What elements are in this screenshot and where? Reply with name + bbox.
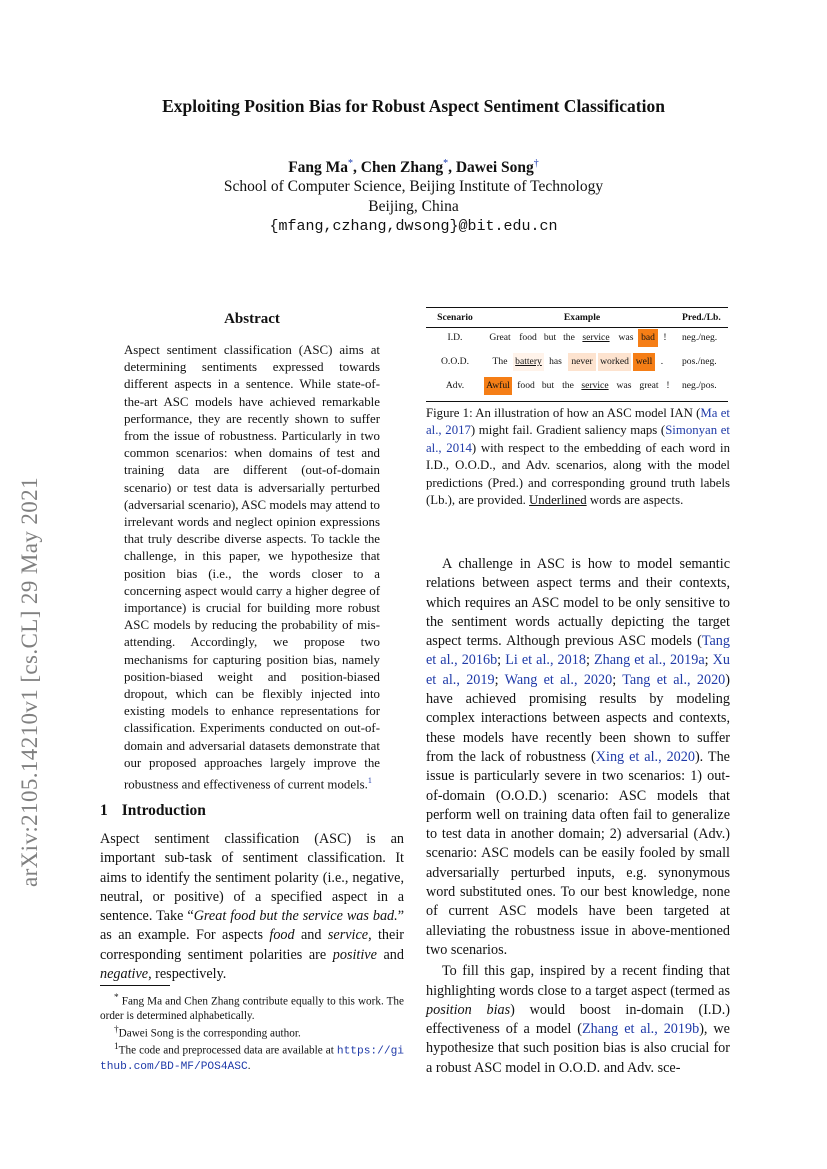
footnote-1	[100, 991, 404, 1023]
citation-link[interactable]: Xing et al., 2020	[595, 748, 695, 765]
section-number: 1	[100, 802, 108, 819]
intro-aspect-food: food	[269, 927, 295, 944]
row-pred: neg./pos.	[682, 380, 717, 391]
salient-word: Awful	[484, 377, 512, 395]
body-text: ;	[704, 652, 713, 669]
footnote-3	[100, 1040, 404, 1074]
section-heading-introduction	[100, 802, 206, 820]
word-token: Great	[489, 332, 511, 343]
author-2: Chen Zhang	[360, 159, 444, 177]
header-scenario: Scenario	[437, 312, 473, 323]
affiliation-line-1: School of Computer Science, Beijing Institute of Technology	[223, 178, 604, 195]
word-token: but	[543, 332, 557, 343]
word-token: but	[541, 380, 555, 391]
intro-paragraph-3	[426, 962, 730, 1078]
abstract-heading: Abstract	[224, 311, 280, 327]
footnote-2	[100, 1023, 404, 1041]
citation-link[interactable]: Simonyan et al., 2014	[426, 423, 730, 455]
word-token: the	[563, 332, 575, 343]
word-token: !	[666, 380, 670, 391]
author-1: Fang Ma	[288, 159, 349, 177]
citation-link[interactable]: Wang et al., 2020	[504, 671, 613, 688]
word-token: the	[562, 380, 574, 391]
paper-title: Exploiting Position Bias for Robust Aspect Sentiment Classification	[162, 96, 665, 116]
aspect-word: service	[581, 380, 609, 391]
footnote-2-mark: †	[114, 1024, 119, 1035]
citation-link[interactable]: Zhang et al., 2019b	[581, 1021, 700, 1038]
body-text: ) have achieved promising results by modeling complex interactions between aspects and contexts, these models have recently been shown to suffer from the lack of robustness (	[426, 671, 731, 765]
intro-text: and	[376, 946, 404, 963]
body-text: ;	[497, 652, 506, 669]
word-token: The	[492, 356, 508, 367]
row-pred: neg./neg.	[682, 332, 718, 343]
footnote-3-text: The code and preprocessed data are available at	[118, 1045, 337, 1058]
footnotes	[100, 991, 404, 1074]
caption-text: An illustration of how an ASC model IAN (	[472, 406, 701, 420]
footnote-1-text: Fang Ma and Chen Zhang contribute equally to this work. The order is determined alphabetically.	[100, 995, 404, 1022]
caption-label: Figure 1:	[426, 406, 473, 420]
citation-link[interactable]: Li et al., 2018	[505, 652, 586, 669]
intro-text: , their corresponding sentiment polarities are	[100, 927, 404, 963]
footnote-2-text: Dawei Song is the corresponding author.	[118, 1027, 301, 1040]
author-email: {mfang,czhang,dwsong}@bit.edu.cn	[269, 218, 558, 235]
table-rule-bottom	[426, 401, 728, 402]
word-token: was	[618, 332, 634, 343]
author-2-mark: *	[443, 158, 449, 169]
abstract-text: Aspect sentiment classification (ASC) aims at determining sentiments expressed towards different aspects in a sentence. While state-of-the-art ASC models have achieved remarkable performance, they are recently shown to suffer from the issue of robustness. Particularly in two common scenarios: when domains of test and training data are different (out-of-domain scenario) or test data is adversarially perturbed (adversarial scenario), ASC models may attend to irrelevant words and neglect opinion expressions that truly describe diverse aspects. To tackle the challenge, in this paper, we hypothesize that position bias (i.e., the words closer to a concerning aspect would carry a higher degree of importance) is crucial for building more robust ASC models by reducing the probability of mis-attending. Accordingly, we propose two mechanisms for capturing position bias, namely position-biased weight and position-biased dropout, which can be flexibly injected into existing models to enhance representations for classification. Experiments conducted on out-of-domain and adversarial datasets demonstrate that our proposed approaches largely improve the robustness and effectiveness of current models.	[124, 343, 380, 792]
row-scenario: Adv.	[445, 380, 465, 391]
intro-paragraph-2	[426, 555, 730, 960]
aspect-word: service	[582, 332, 610, 343]
word-token: was	[616, 380, 632, 391]
aspect-word: battery	[513, 353, 544, 371]
citation-link[interactable]: Ma et al., 2017	[426, 406, 730, 438]
intro-text: and	[294, 927, 328, 944]
intro-polarity-positive: positive	[332, 946, 377, 963]
word-token: .	[660, 356, 664, 367]
affiliation-line-2: Beijing, China	[368, 198, 459, 215]
caption-text: ) might fail. Gradient saliency maps (	[470, 423, 666, 438]
table-row-id	[426, 329, 728, 347]
intro-paragraph-1	[100, 830, 404, 984]
code-repository-link[interactable]: https://github.com/BD-MF/POS4ASC	[100, 1046, 404, 1074]
footnote-rule	[100, 985, 170, 986]
body-text: A challenge in ASC is how to model semantic relations between aspect terms and their contexts, which requires an ASC model to be only sensitive to the sentiment words actually depicting the target aspect terms. Although previous ASC models (	[426, 556, 730, 650]
caption-text: ) with respect to the embedding of each word in I.D., O.O.D., and Adv. scenarios, along with the model predictions (Pred.) and corresponding ground truth labels (Lb.), are provided.	[426, 440, 730, 508]
salient-word: well	[633, 353, 655, 371]
row-words	[484, 377, 680, 395]
table-row-adv	[426, 377, 728, 395]
abstract-body	[124, 342, 380, 794]
position-bias-term: position bias	[426, 1001, 511, 1018]
body-text: ;	[585, 652, 594, 669]
abstract-footnote-mark[interactable]: 1	[367, 776, 372, 786]
word-token: has	[549, 356, 562, 367]
citation-link[interactable]: Tang et al., 2016b	[426, 633, 730, 669]
body-text: ;	[494, 671, 505, 688]
word-token: worked	[598, 353, 631, 371]
footnote-3-end: .	[247, 1060, 251, 1073]
author-1-mark: *	[348, 158, 354, 169]
citation-link[interactable]: Xu et al., 2019	[426, 652, 730, 688]
intro-aspect-service: service	[327, 927, 369, 944]
table-row-ood	[426, 353, 728, 371]
row-pred: pos./neg.	[682, 356, 717, 367]
body-text: To fill this gap, inspired by a recent finding that highlighting words close to a target aspect (termed as	[426, 963, 730, 999]
caption-underlined: Underlined	[529, 493, 587, 508]
citation-link[interactable]: Zhang et al., 2019a	[593, 652, 705, 669]
figure-1-caption	[426, 405, 730, 509]
author-3: Dawei Song	[455, 159, 534, 177]
intro-text: , respectively.	[148, 966, 227, 983]
intro-text: ” as an example. For aspects	[100, 908, 404, 944]
citation-link[interactable]: Tang et al., 2020	[622, 671, 726, 688]
intro-text: Aspect sentiment classification (ASC) is an important sub-task of sentiment classification. It aims to identify the sentiment polarity (i.e., negative, neutral, or positive) of a specified aspect in a sentence. Take “	[100, 831, 404, 925]
arxiv-stamp: arXiv:2105.14210v1 [cs.CL] 29 May 2021	[17, 477, 42, 887]
header-example: Example	[563, 312, 601, 323]
word-token: food	[517, 380, 535, 391]
row-words	[484, 353, 680, 371]
section-title: Introduction	[121, 802, 206, 819]
header-pred: Pred./Lb.	[682, 312, 721, 323]
right-column-body	[426, 555, 730, 1078]
intro-polarity-negative: negative	[100, 966, 149, 983]
body-text: ), we hypothesize that such position bias is also crucial for a robust ASC model in O.O.D. and Adv. sce-	[426, 1021, 730, 1076]
table-rule-top	[426, 307, 728, 308]
caption-text: words are aspects.	[586, 493, 684, 508]
body-text: ). The issue is particularly severe in two scenarios: 1) out-of-domain (O.O.D.) scenario: ASC models that perform well on training data often fail to generalize to test data in another domain; 2) adversarial (Adv.) scenario: ASC models can be easily fooled by small adversarially perturbed inputs, e.g. synonymous word substituted ones. To our best knowledge, none of current ASC models have been targeted at alleviating the robustness issue in above-mentioned two scenarios.	[426, 748, 730, 958]
body-text: ;	[612, 671, 623, 688]
word-token: great	[639, 380, 659, 391]
table-rule-mid	[426, 327, 728, 328]
word-token: food	[519, 332, 537, 343]
word-token: !	[663, 332, 667, 343]
footnote-3-mark: 1	[114, 1042, 119, 1053]
author-3-mark: †	[533, 158, 539, 169]
intro-example: Great food but the service was bad.	[193, 908, 398, 925]
body-text: ) would boost in-domain (I.D.) effectiveness of a model (	[426, 1001, 730, 1038]
salient-word: bad	[638, 329, 658, 347]
word-token: never	[568, 353, 596, 371]
row-words	[484, 329, 680, 347]
footnote-1-mark: *	[114, 993, 119, 1003]
row-scenario: I.D.	[447, 332, 463, 343]
author-list: Fang Ma*, Chen Zhang*, Dawei Song†	[288, 158, 539, 177]
row-scenario: O.O.D.	[441, 356, 469, 367]
